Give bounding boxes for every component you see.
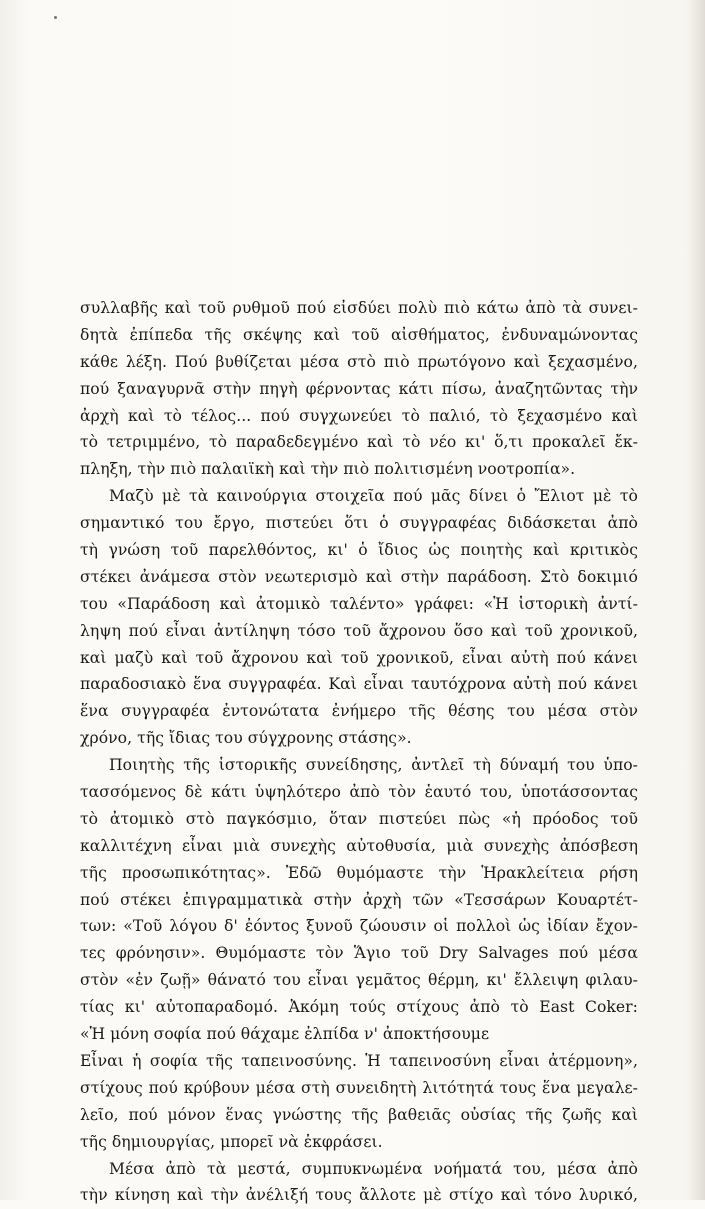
text-line: στίχους πού κρύβουν μέσα στὴ συνειδητὴ λιτότητά τους ἕνα μεγαλε-	[80, 1078, 638, 1097]
text-line: παραδοσιακὸ ἕνα συγγραφέα. Καὶ εἶναι ταυτόχρονα αὐτὴ πού κάνει	[80, 675, 638, 694]
text-line: στὸν «ἐν ζωῇ» θάνατό του εἶναι γεμᾶτος θέρμη, κι' ἔλλειψη φιλαυ-	[80, 971, 638, 990]
text-line: στέκει ἀνάμεσα στὸν νεωτερισμὸ καὶ στὴν παράδοση. Στὸ δοκιμιό	[80, 567, 638, 586]
text-line: τίας κι' αὐτοπαραδομό. Ἀκόμη τούς στίχους ἀπὸ τὸ East Coker:	[80, 998, 638, 1017]
text-line: «Ἡ μόνη σοφία πού θάχαμε ἐλπίδα ν' ἀποκτήσουμε	[80, 1025, 490, 1044]
text-line: πού ξαναγυρνᾶ στὴν πηγὴ φέρνοντας κάτι πίσω, ἀναζητῶντας τὴν	[80, 379, 638, 398]
text-line: του «Παράδοση καὶ ἀτομικὸ ταλέντο» γράφει: «Ἡ ἱστορικὴ ἀντί-	[80, 594, 638, 613]
text-line: ἕνα συγγραφέα ἐντονώτατα ἐνήμερο τῆς θέσης του μέσα στὸν	[80, 702, 638, 721]
text-line: Εἶναι ἡ σοφία τῆς ταπεινοσύνης. Ἡ ταπεινοσύνη εἶναι ἀτέρμονη»,	[80, 1051, 638, 1070]
page-edge-shadow	[687, 0, 705, 1200]
text-line: πού στέκει ἐπιγραμματικὰ στὴν ἀρχὴ τῶν «Τεσσάρων Κουαρτέτ-	[80, 890, 638, 909]
text-line: τες φρόνησιν». Θυμόμαστε τὸν Ἅγιο τοῦ Dry Salvages πού μέσα	[80, 944, 638, 963]
text-line: Ποιητὴς τῆς ἱστορικῆς συνείδησης, ἀντλεῖ τὴ δύναμή του ὑπο-	[109, 756, 638, 775]
text-line: καλλιτέχνη εἶναι μιὰ συνεχὴς αὐτοθυσία, μιὰ συνεχὴς ἀπόσβεση	[80, 836, 638, 855]
text-line: ληψη πού εἶναι ἀντίληψη τόσο τοῦ ἄχρονου ὅσο καὶ τοῦ χρονικοῦ,	[80, 621, 638, 640]
text-line: τὴν κίνηση καὶ τὴν ἀνέλιξή τους ἄλλοτε μὲ στίχο καὶ τόνο λυρικό,	[80, 1186, 638, 1205]
text-line: συλλαβῆς καὶ τοῦ ρυθμοῦ πού εἰσδύει πολὺ πιὸ κάτω ἀπὸ τὰ συνει-	[80, 299, 638, 317]
text-line: τῆς δημιουργίας, μπορεῖ νὰ ἐκφράσει.	[80, 1132, 383, 1151]
text-line: πληξη, τὴν πιὸ παλαιϊκὴ καὶ τὴν πιὸ πολιτισμένη νοοτροπία».	[80, 460, 576, 479]
text-line: κάθε λέξη. Πού βυθίζεται μέσα στὸ πιὸ πρωτόγονο καὶ ξεχασμένο,	[80, 352, 638, 371]
scan-speck	[54, 16, 57, 19]
text-line: τασσόμενος δὲ κάτι ὑψηλότερο ἀπὸ τὸν ἑαυτό του, ὑποτάσσοντας	[80, 783, 638, 802]
text-line: δητὰ ἐπίπεδα τῆς σκέψης καὶ τοῦ αἰσθήματος, ἐνδυναμώνοντας	[80, 325, 638, 344]
text-line: τῆς προσωπικότητας». Ἐδῶ θυμόμαστε τὴν Ἡρακλείτεια ρήση	[80, 863, 638, 882]
body-text	[80, 295, 638, 1209]
text-line: Μέσα ἀπὸ τὰ μεστά, συμπυκνωμένα νοήματά του, μέσα ἀπὸ	[109, 1159, 638, 1178]
text-line: τὸ τετριμμένο, τὸ παραδεδεγμένο καὶ τὸ νέο κι' ὅ,τι προκαλεῖ ἔκ-	[80, 433, 638, 452]
text-line: λεῖο, πού μόνον ἕνας γνώστης τῆς βαθειᾶς οὐσίας τῆς ζωῆς καὶ	[80, 1105, 638, 1124]
text-line: καὶ μαζὺ καὶ τοῦ ἄχρονου καὶ τοῦ χρονικοῦ, εἶναι αὐτὴ πού κάνει	[80, 648, 638, 667]
text-line: χρόνο, τῆς ἴδιας του σύγχρονης στάσης».	[80, 729, 412, 748]
text-line: των: «Τοῦ λόγου δ' ἐόντος ξυνοῦ ζώουσιν οἱ πολλοὶ ὡς ἰδίαν ἔχον-	[80, 917, 638, 936]
text-line: Μαζὺ μὲ τὰ καινούργια στοιχεῖα πού μᾶς δίνει ὁ Ἔλιοτ μὲ τὸ	[109, 487, 638, 506]
text-line: σημαντικό του ἔργο, πιστεύει ὅτι ὁ συγγραφέας διδάσκεται ἀπὸ	[80, 514, 638, 533]
text-line: ἀρχὴ καὶ τὸ τέλος... πού συγχωνεύει τὸ παλιό, τὸ ξεχασμένο καὶ	[80, 406, 638, 425]
text-line: τὴ γνώση τοῦ παρελθόντος, κι' ὁ ἴδιος ὡς ποιητὴς καὶ κριτικὸς	[80, 541, 638, 560]
text-line: τὸ ἀτομικὸ στὸ παγκόσμιο, ὅταν πιστεύει πὼς «ἡ πρόοδος τοῦ	[80, 809, 638, 828]
